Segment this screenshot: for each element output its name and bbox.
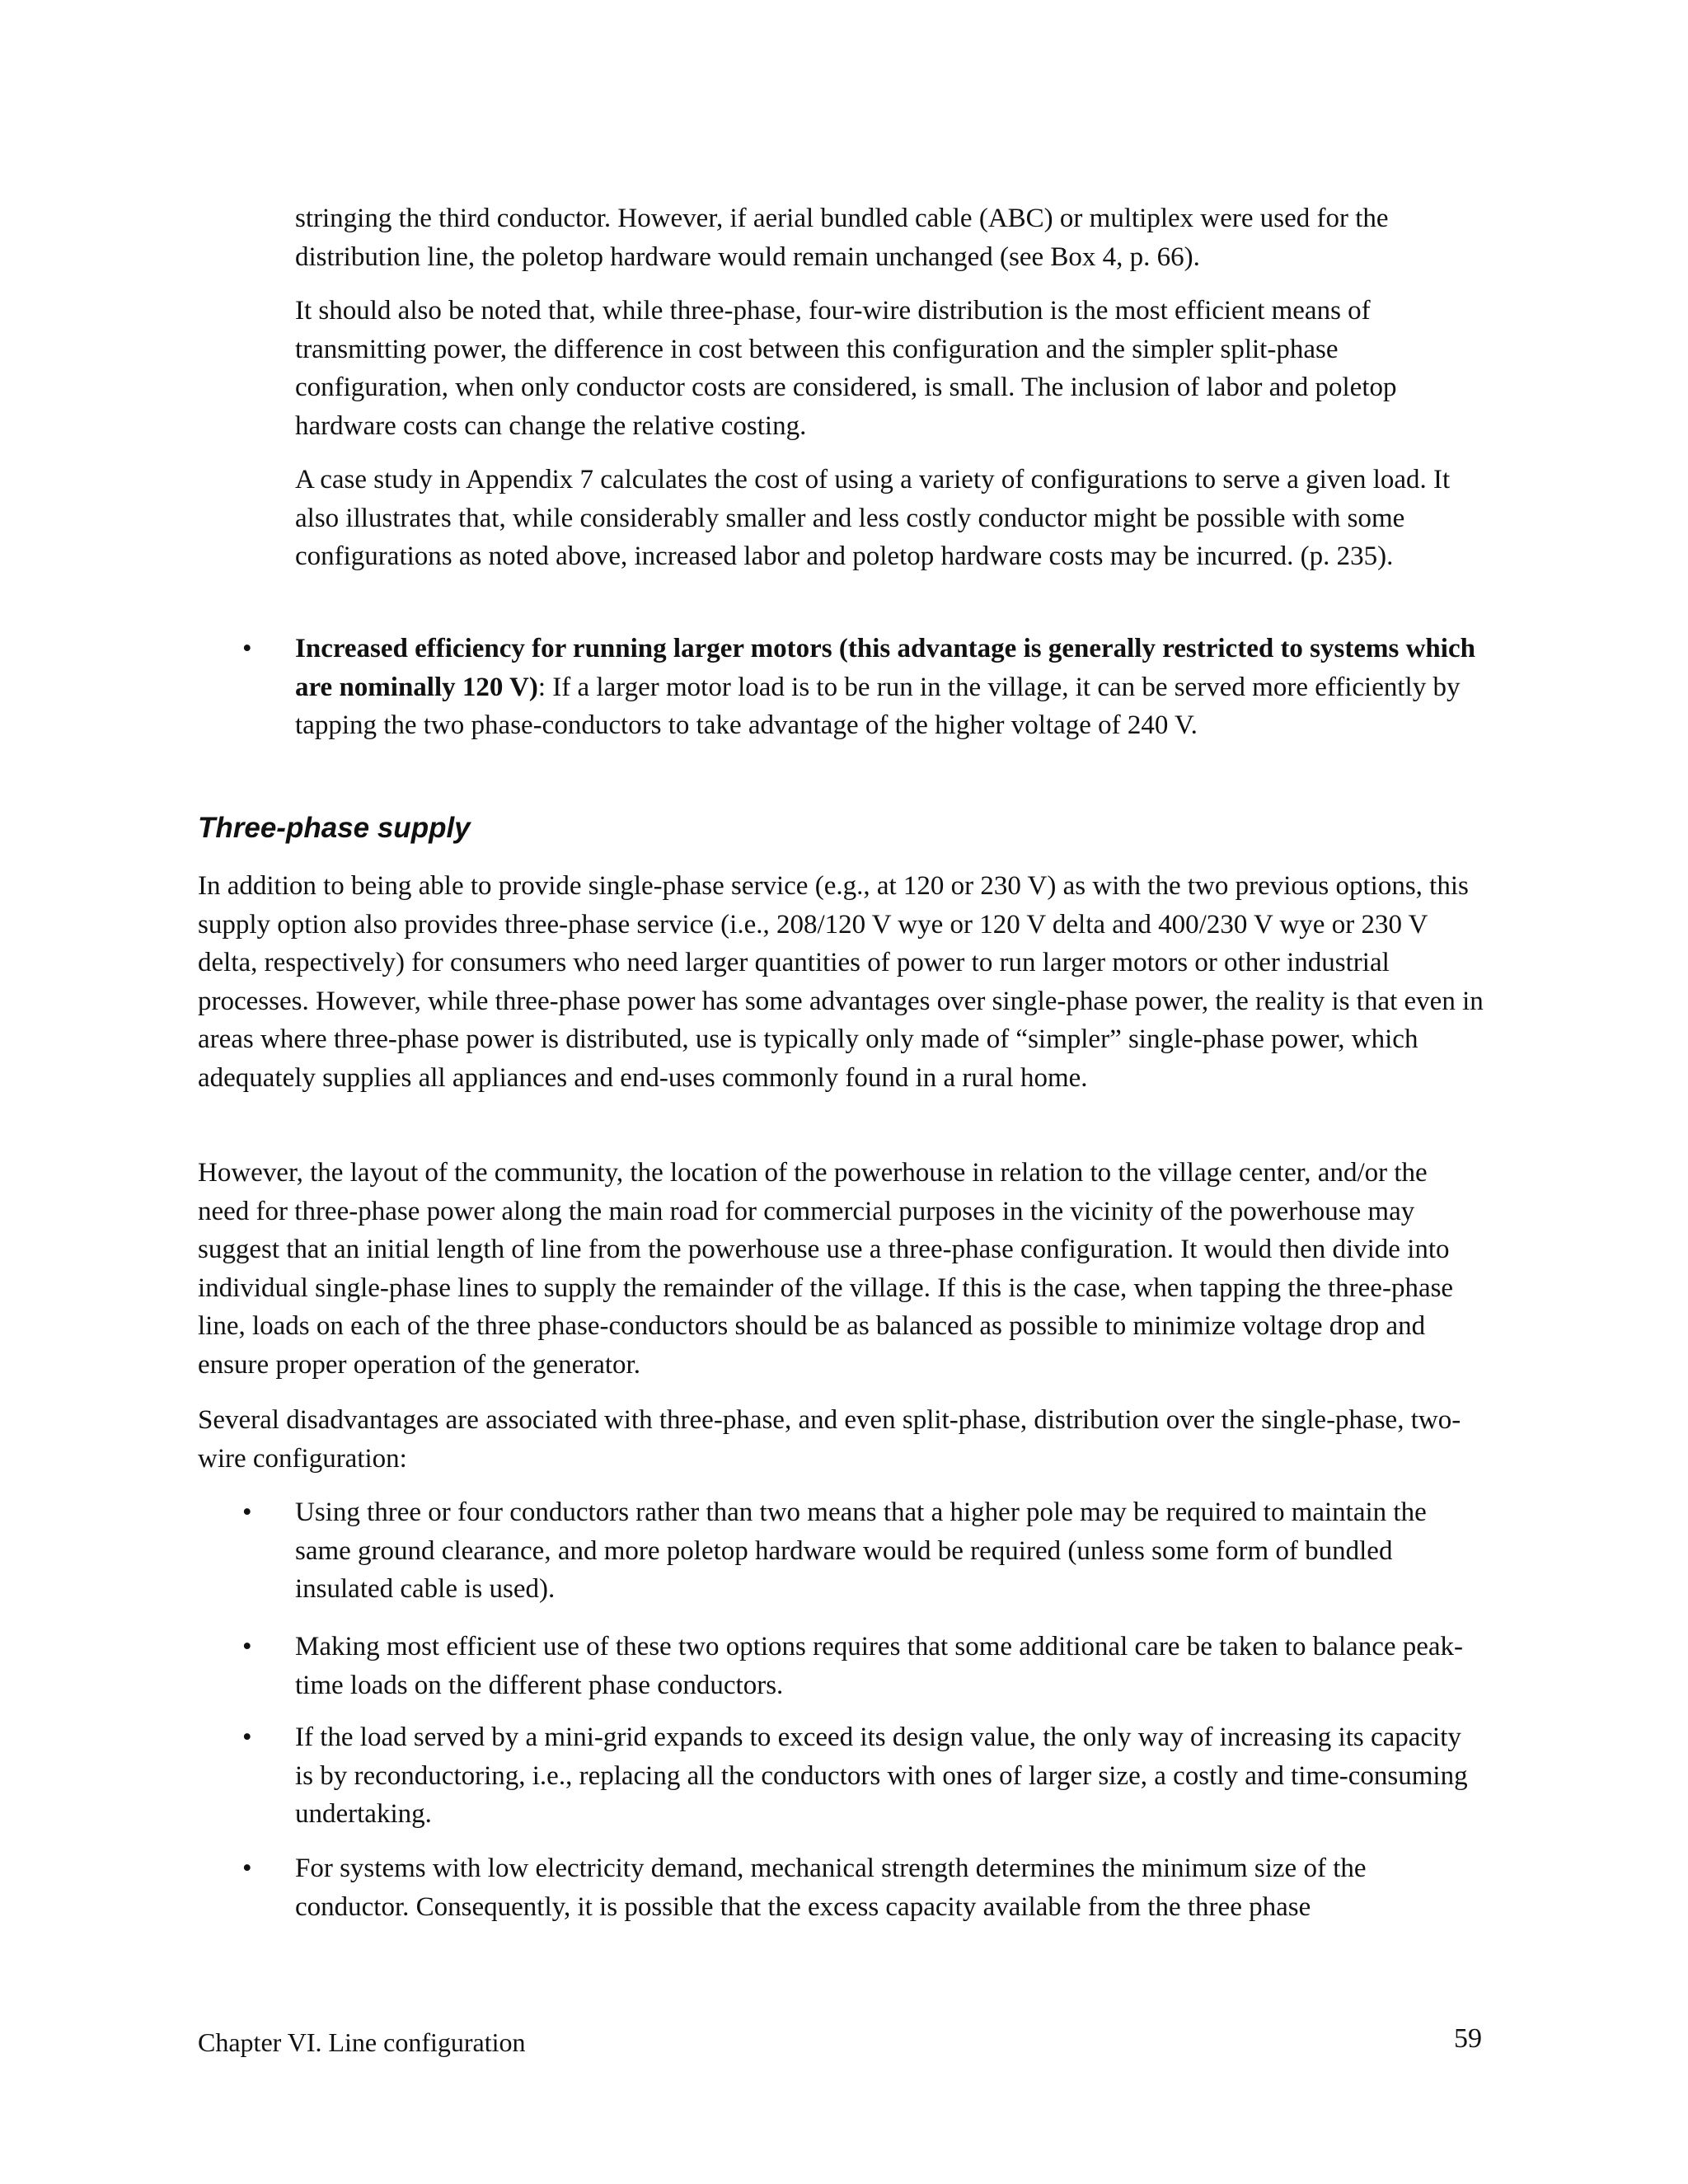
advantage-bullet-bold-lead: Increased efficiency for running larger motors (this advantage is generally restricted to systems which are nominally 120 V) [295, 634, 1475, 702]
continuation-paragraph-3: A case study in Appendix 7 calculates the cost of using a variety of configurations to serve a given load. It also illustrates that, while considerably smaller and less costly conductor might be possible with some configurations as noted above, increased labor and poletop hardware costs may be incurred. (p. 235). [295, 465, 1451, 571]
continuation-paragraph-2: It should also be noted that, while three-phase, four-wire distribution is the most efficient means of transmitting power, the difference in cost between this configuration and the simpler split-phase configuration, when only conductor costs are considered, is small. The inclusion of labor and poletop hardware costs can change the relative costing. [295, 296, 1397, 441]
section-paragraph-3: Several disadvantages are associated with three-phase, and even split-phase, distribution over the single-phase, two-wire configuration: [198, 1405, 1461, 1474]
bullet-icon: • [242, 1722, 252, 1752]
advantage-bullet-item [242, 630, 1482, 745]
bullet-icon: • [242, 1497, 252, 1527]
footer-page-number: 59 [1454, 2023, 1482, 2054]
section-heading: Three-phase supply [198, 812, 471, 844]
disadvantage-bullet-4 [242, 1849, 1482, 1926]
footer-chapter-title: Chapter VI. Line configuration [198, 2027, 526, 2057]
disadvantage-bullet-3 [242, 1718, 1482, 1834]
disadvantage-bullet-1 [242, 1493, 1482, 1609]
disadvantage-text: Making most efficient use of these two options requires that some additional care be taken to balance peak-time loads on the different phase conductors. [295, 1632, 1464, 1700]
disadvantage-text: For systems with low electricity demand, mechanical strength determines the minimum size of the conductor. Consequently, it is possible that the excess capacity available from the three phase [295, 1854, 1367, 1922]
section-paragraph-2: However, the layout of the community, the location of the powerhouse in relation to the village center, and/or the need for three-phase power along the main road for commercial purposes in the vicinity of the powerhouse may suggest that an initial length of line from the powerhouse use a three-phase configuration. It would then divide into individual single-phase lines to supply the remainder of the village. If this is the case, when tapping the three-phase line, loads on each of the three phase-conductors should be as balanced as possible to minimize voltage drop and ensure proper operation of the generator. [198, 1158, 1454, 1380]
bullet-icon: • [242, 1854, 252, 1883]
disadvantage-bullet-2 [242, 1628, 1482, 1704]
disadvantage-text: Using three or four conductors rather than two means that a higher pole may be required to maintain the same ground clearance, and more poletop hardware would be required (unless some form of bundled insulated cable is used). [295, 1497, 1427, 1604]
continuation-paragraph-1: stringing the third conductor. However, if aerial bundled cable (ABC) or multiplex were used for the distribution line, the poletop hardware would remain unchanged (see Box 4, p. 66). [295, 204, 1389, 272]
bullet-icon: • [242, 634, 252, 663]
bullet-icon: • [242, 1632, 252, 1661]
advantage-bullet-text [295, 630, 1482, 745]
section-paragraph-1: In addition to being able to provide single-phase service (e.g., at 120 or 230 V) as with the two previous options, this supply option also provides three-phase service (i.e., 208/120 V wye or 120 V delta and 400/230 V wye or 230 V delta, respectively) for consumers who need larger quantities of power to run larger motors or other industrial processes. However, while three-phase power has some advantages over single-phase power, the reality is that even in areas where three-phase power is distributed, use is typically only made of “simpler” single-phase power, which adequately supplies all appliances and end-uses commonly found in a rural home. [198, 871, 1484, 1093]
disadvantage-text: If the load served by a mini-grid expands to exceed its design value, the only way of increasing its capacity is by reconductoring, i.e., replacing all the conductors with ones of larger size, a costly and time-consuming undertaking. [295, 1722, 1468, 1829]
advantage-bullet-rest: : If a larger motor load is to be run in the village, it can be served more efficiently by tapping the two phase-conductors to take advantage of the higher voltage of 240 V. [295, 672, 1461, 740]
